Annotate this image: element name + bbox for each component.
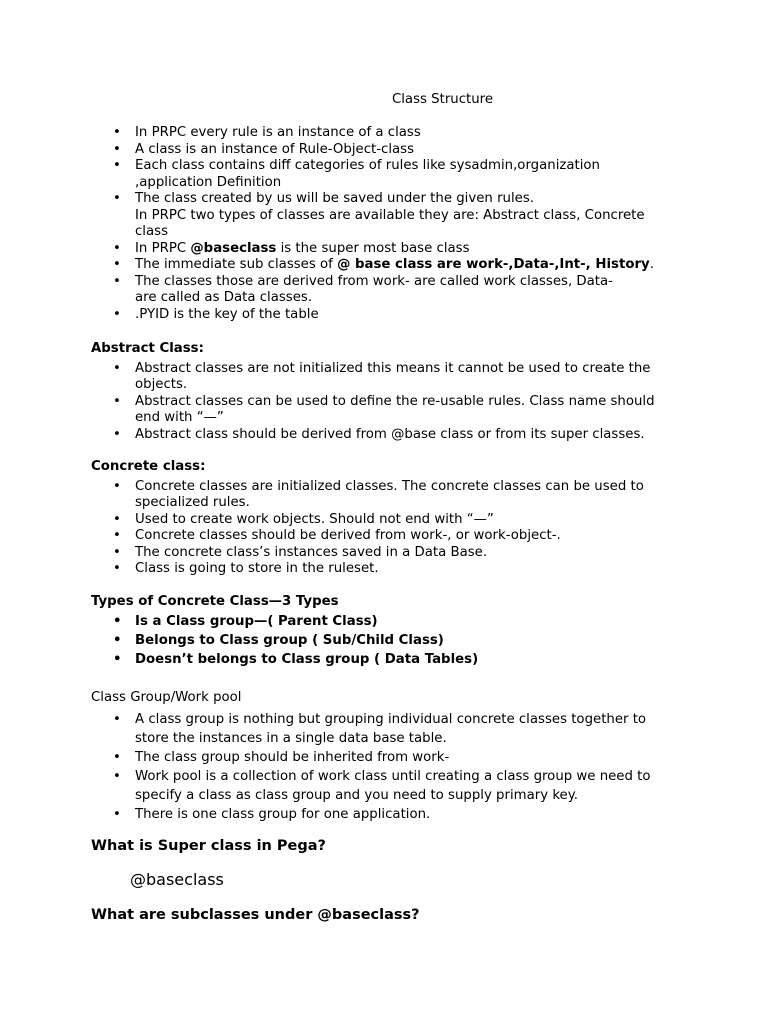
list-item (91, 612, 691, 631)
item-text: Abstract classes can be used to define the re-usable rules. Class name should end with “—” (135, 393, 655, 425)
bullet-icon: • (113, 393, 121, 409)
list-item (91, 545, 691, 562)
list-item (91, 512, 691, 529)
types-heading: Types of Concrete Class—3 Types (91, 594, 339, 609)
bullet-icon: • (113, 360, 121, 376)
question-super-class: What is Super class in Pega? (91, 838, 326, 854)
item-text: The immediate sub classes of (135, 257, 338, 272)
item-text: .PYID is the key of the table (135, 306, 319, 322)
classgroup-section (91, 690, 691, 824)
bullet-icon: • (113, 651, 122, 667)
bullet-icon: • (113, 561, 121, 576)
bullet-icon: • (113, 768, 121, 784)
abstract-list (91, 361, 691, 444)
item-text: A class group is nothing but grouping individual concrete classes together to store the instances in a single data base table. (135, 711, 647, 746)
item-text: There is one class group for one application. (135, 806, 431, 822)
list-item (91, 479, 691, 512)
list-item (91, 191, 691, 241)
concrete-list (91, 479, 691, 578)
item-text: In PRPC (135, 240, 191, 256)
types-section (91, 594, 691, 669)
item-text-bold: @baseclass (190, 240, 277, 256)
list-item (91, 307, 691, 324)
bullet-icon: • (113, 141, 121, 157)
bullet-icon: • (113, 749, 121, 765)
item-text: Concrete classes are initialized classes. The concrete classes can be used to specialized rules. (135, 478, 644, 510)
page-title: Class Structure (391, 92, 494, 107)
item-text: The classes those are derived from work- are called work classes, Data- are called as Data classes. (135, 273, 613, 305)
bullet-icon: • (113, 613, 122, 629)
item-text: Each class contains diff categories of rules like sysadmin,organization ,application Definition (135, 158, 600, 190)
item-text: Is a Class group—( Parent Class) (135, 613, 378, 629)
item-text: The class group should be inherited from work- (135, 749, 450, 765)
list-item (91, 748, 691, 767)
item-text: Doesn’t belongs to Class group ( Data Tables) (135, 651, 479, 667)
concrete-heading: Concrete class: (91, 459, 206, 474)
item-text: Abstract class should be derived from @base class or from its super classes. (135, 426, 645, 442)
item-text: The concrete class’s instances saved in a Data Base. (135, 544, 488, 560)
list-item (91, 767, 691, 805)
bullet-icon: • (113, 273, 121, 289)
item-text-post: . (649, 257, 654, 272)
list-item (91, 257, 691, 274)
list-item (91, 805, 691, 824)
item-text: Belongs to Class group ( Sub/Child Class) (135, 632, 444, 648)
bullet-icon: • (113, 511, 121, 527)
classgroup-list (91, 710, 691, 824)
item-text: Work pool is a collection of work class until creating a class group we need to specify a class as class group and you need to supply primary key. (135, 768, 651, 803)
intro-section (91, 125, 691, 323)
bullet-icon: • (113, 158, 121, 173)
list-item (91, 650, 691, 669)
bullet-icon: • (113, 806, 121, 822)
answer-baseclass: @baseclass (130, 870, 224, 889)
bullet-icon: • (113, 426, 121, 442)
list-item (91, 125, 691, 142)
intro-list (91, 125, 691, 323)
question-subclasses: What are subclasses under @baseclass? (91, 907, 420, 923)
list-item (91, 631, 691, 650)
list-item (91, 561, 691, 578)
bullet-icon: • (113, 191, 121, 206)
item-text: Used to create work objects. Should not end with “—” (135, 511, 494, 527)
bullet-icon: • (113, 632, 122, 648)
classgroup-heading: Class Group/Work pool (91, 690, 242, 705)
item-text-bold: @ base class are work-,Data-,Int-, History (337, 257, 650, 272)
abstract-section (91, 341, 691, 443)
list-item (91, 361, 691, 394)
item-text-continued: In PRPC two types of classes are available they are: Abstract class, Concrete class (135, 207, 645, 239)
item-text: In PRPC every rule is an instance of a class (135, 125, 421, 140)
bullet-icon: • (113, 257, 121, 272)
item-text: Class is going to store in the ruleset. (135, 561, 379, 576)
list-item (91, 427, 691, 444)
list-item (91, 158, 691, 191)
item-text: Concrete classes should be derived from work-, or work-object-. (135, 528, 561, 543)
bullet-icon: • (113, 306, 121, 322)
item-text: A class is an instance of Rule-Object-class (135, 141, 415, 157)
bullet-icon: • (113, 240, 121, 256)
types-list (91, 612, 691, 669)
item-text: The class created by us will be saved under the given rules. (135, 191, 534, 206)
item-text: Abstract classes are not initialized this means it cannot be used to create the objects. (135, 360, 651, 392)
item-text-post: is the super most base class (276, 240, 470, 256)
list-item (91, 528, 691, 545)
abstract-heading: Abstract Class: (91, 341, 204, 356)
bullet-icon: • (113, 478, 121, 494)
bullet-icon: • (113, 711, 121, 727)
list-item (91, 710, 691, 748)
list-item (91, 274, 691, 307)
list-item (91, 394, 691, 427)
bullet-icon: • (113, 125, 121, 140)
concrete-section (91, 459, 691, 578)
list-item (91, 241, 691, 258)
bullet-icon: • (113, 544, 121, 560)
bullet-icon: • (113, 528, 121, 543)
list-item (91, 142, 691, 159)
